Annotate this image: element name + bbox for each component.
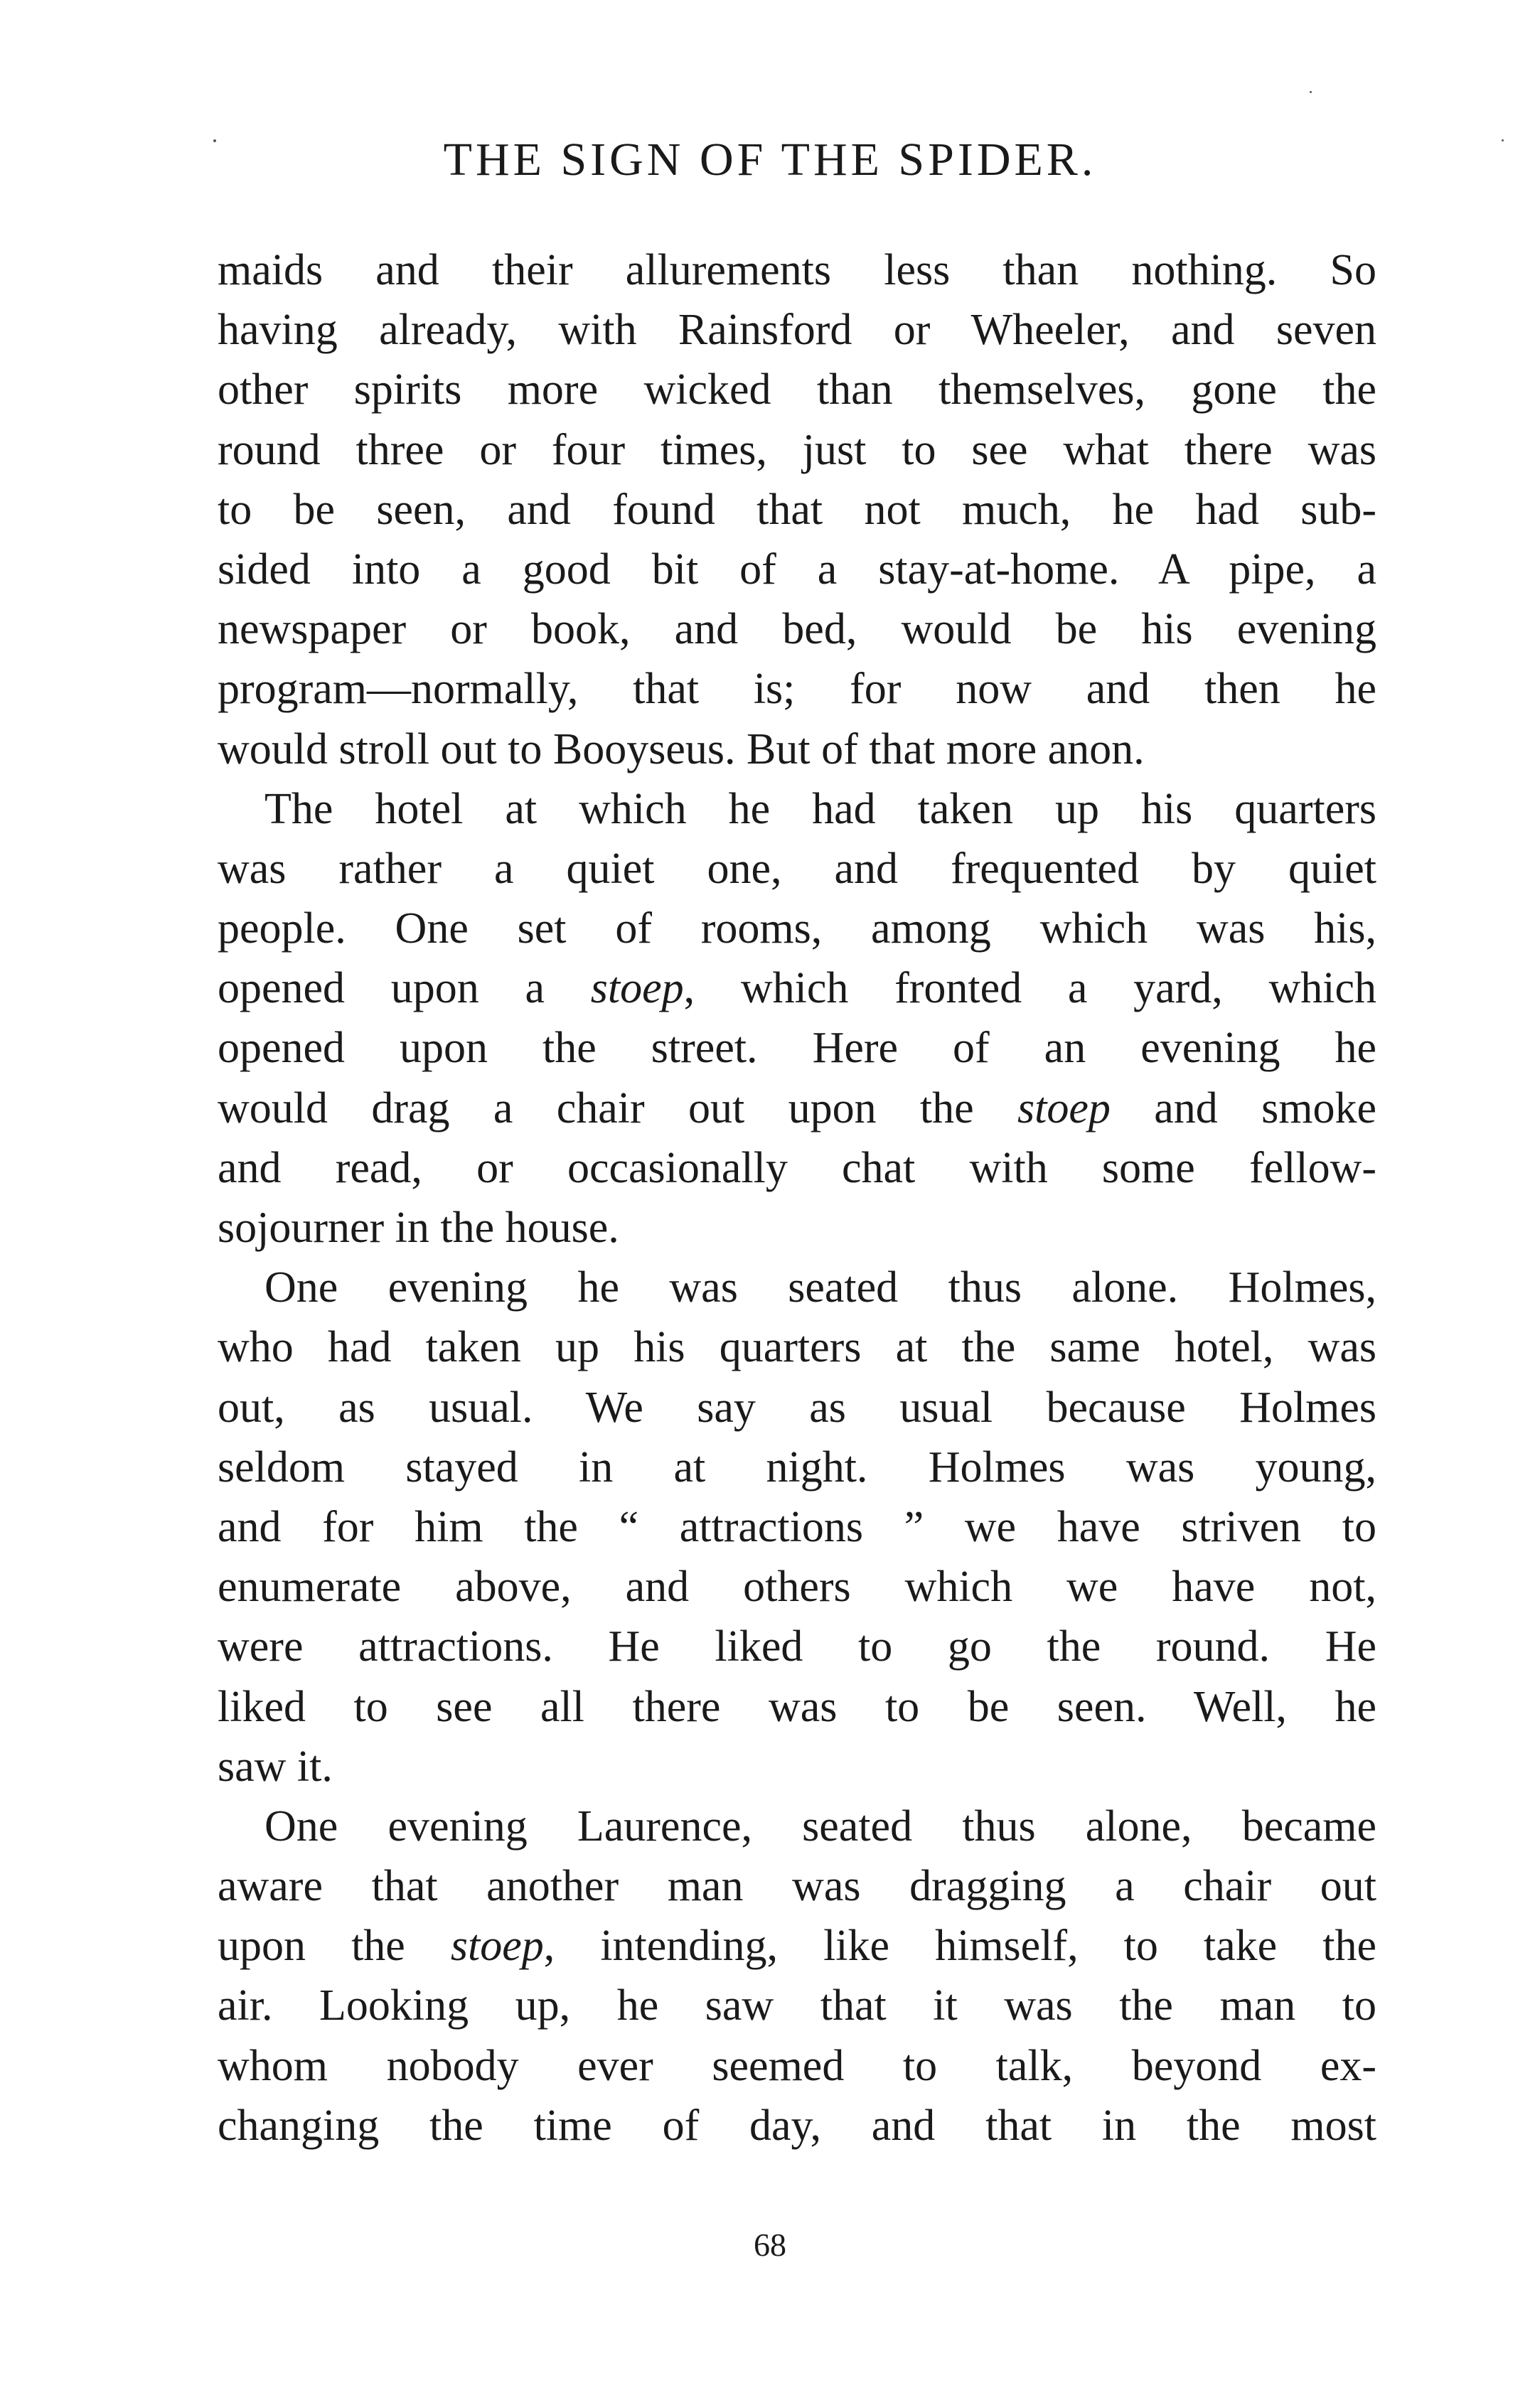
text-line: out, as usual. We say as usual because Holmes xyxy=(218,1383,1376,1432)
running-head: THE SIGN OF THE SPIDER. xyxy=(443,134,1097,186)
text-line: other spirits more wicked than themselves, gone the xyxy=(218,365,1376,414)
text-line: maids and their allurements less than nothing. So xyxy=(218,246,1376,294)
text-line: One evening he was seated thus alone. Holmes, xyxy=(264,1263,1376,1312)
text-line: was rather a quiet one, and frequented by quiet xyxy=(218,844,1376,893)
text-line: and for him the “ attractions ” we have striven to xyxy=(218,1502,1376,1551)
scan-speck xyxy=(1502,139,1504,141)
text-line: opened upon a stoep, which fronted a yard, which xyxy=(218,964,1376,1013)
scan-speck xyxy=(1310,91,1312,93)
text-line: program—normally, that is; for now and then he xyxy=(218,665,1376,714)
text-line: changing the time of day, and that in the most xyxy=(218,2101,1376,2150)
text-line: One evening Laurence, seated thus alone, became xyxy=(264,1801,1376,1851)
text-line: people. One set of rooms, among which was his, xyxy=(218,904,1376,953)
text-line: who had taken up his quarters at the same hotel, was xyxy=(218,1323,1376,1372)
text-line: having already, with Rainsford or Wheeler, and seven xyxy=(218,306,1376,355)
text-line: would stroll out to Booyseus. But of that more anon. xyxy=(218,724,1145,773)
text-line: enumerate above, and others which we have not, xyxy=(218,1563,1376,1612)
text-line: seldom stayed in at night. Holmes was young, xyxy=(218,1442,1376,1492)
text-line: newspaper or book, and bed, would be his evening xyxy=(218,605,1376,654)
text-line: aware that another man was dragging a chair out xyxy=(218,1862,1376,1911)
text-line: sided into a good bit of a stay-at-home. A pipe, a xyxy=(218,545,1376,594)
text-line: would drag a chair out upon the stoep and smoke xyxy=(218,1083,1377,1133)
text-line: liked to see all there was to be seen. Well, he xyxy=(218,1682,1376,1731)
text-line: upon the stoep, intending, like himself, to take the xyxy=(218,1922,1376,1971)
text-line: round three or four times, just to see what there was xyxy=(218,425,1376,474)
text-line: were attractions. He liked to go the round. He xyxy=(218,1622,1376,1671)
text-line: air. Looking up, he saw that it was the man to xyxy=(218,1981,1376,2030)
text-line: whom nobody ever seemed to talk, beyond ex- xyxy=(218,2041,1376,2090)
body-text xyxy=(218,240,1376,2156)
text-line: saw it. xyxy=(218,1742,333,1791)
text-line: to be seen, and found that not much, he had sub- xyxy=(218,485,1376,534)
page-number: 68 xyxy=(754,2227,786,2263)
text-line: The hotel at which he had taken up his quarters xyxy=(264,784,1376,833)
scan-speck xyxy=(213,139,216,142)
text-line: opened upon the street. Here of an evening he xyxy=(218,1024,1376,1073)
text-line: sojourner in the house. xyxy=(218,1204,619,1252)
text-line: and read, or occasionally chat with some fellow- xyxy=(218,1143,1376,1192)
